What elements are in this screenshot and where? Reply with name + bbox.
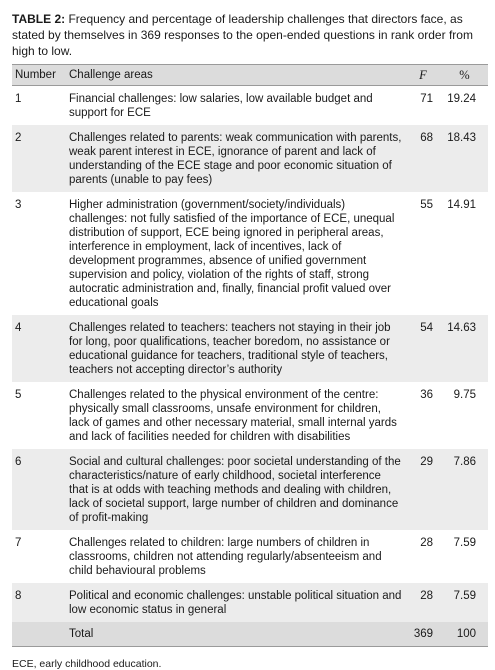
row-number: 4 [12,315,66,382]
table-row [12,382,488,449]
table-caption-text: Frequency and percentage of leadership challenges that directors face, as stated by themselves in 369 responses to the open-ended questions in rank order from high to low. [12,12,473,58]
challenges-table [12,64,488,647]
row-frequency: 54 [405,315,441,382]
row-number: 1 [15,93,22,105]
row-percentage: 14.63 [441,315,488,382]
table-total-row [12,622,488,647]
table-caption [12,11,486,59]
row-frequency: 55 [420,199,433,211]
table-row [12,530,488,583]
row-challenge-area: Higher administration (government/society/individuals) challenges: not fully satisfied of the importance of ECE, unequal distribution of support, ECE being ignored in peripheral areas, interference in employment, lack of incentives, lack of development programmes, absence of unified government supervision and policy, violation of the rights of staff, strong autocratic administration and, finally, financial profit valued over educational goals [69,199,395,309]
row-frequency: 71 [420,93,433,105]
row-number: 8 [12,583,66,622]
row-challenge-area: Challenges related to the physical environment of the centre: physically small classrooms, unsafe environment for children, lack of games and other necessary material, small internal yards and lack of facilities needed for children with disabilities [69,389,397,443]
row-percentage: 18.43 [441,125,488,192]
row-number: 3 [15,199,22,211]
table-row [12,315,488,382]
header-number: Number [12,65,66,86]
header-challenge-areas: Challenge areas [66,65,405,86]
table-row [12,125,488,192]
row-challenge-area: Challenges related to parents: weak communication with parents, weak parent interest in ECE, ignorance of parent and lack of understanding of the ECE stage and poor economic situation of parents (unable to pay fees) [66,125,405,192]
total-label: Total [66,622,405,647]
table-row [12,449,488,530]
table-header-row [12,65,488,86]
table-footnote: ECE, early childhood education. [12,658,162,670]
total-frequency: 369 [405,622,441,647]
table-row [12,86,488,126]
row-challenge-area: Political and economic challenges: unstable political situation and low economic status in general [66,583,405,622]
table-row [12,583,488,622]
row-challenge-area: Social and cultural challenges: poor societal understanding of the characteristics/nature of early childhood, societal interference that is at odds with teaching methods and dealing with children, lack of societal support, large number of children and dominance of profit-making [66,449,405,530]
row-frequency: 28 [405,583,441,622]
header-frequency: F [405,65,441,86]
row-frequency: 28 [420,537,433,549]
row-frequency: 36 [420,389,433,401]
row-number: 2 [12,125,66,192]
row-percentage: 19.24 [447,93,476,105]
header-percentage: % [441,65,488,86]
table-caption-label: TABLE 2: [12,12,66,26]
row-percentage: 7.86 [441,449,488,530]
row-frequency: 68 [405,125,441,192]
table-row [12,192,488,315]
row-number: 5 [15,389,22,401]
total-percentage: 100 [441,622,488,647]
row-challenge-area: Challenges related to children: large numbers of children in classrooms, children not attending regularly/absenteeism and child behavioural problems [69,537,382,577]
row-challenge-area: Challenges related to teachers: teachers not staying in their job for long, poor qualifications, teacher boredom, no assistance or educational guidance for teachers, traditional style of teachers, teachers not accepting director’s authority [66,315,405,382]
row-percentage: 14.91 [447,199,476,211]
row-percentage: 7.59 [441,583,488,622]
row-frequency: 29 [405,449,441,530]
row-percentage: 7.59 [453,537,476,549]
row-percentage: 9.75 [453,389,476,401]
total-number-cell [12,622,66,647]
row-number: 7 [15,537,22,549]
row-challenge-area: Financial challenges: low salaries, low available budget and support for ECE [69,93,373,119]
row-number: 6 [12,449,66,530]
